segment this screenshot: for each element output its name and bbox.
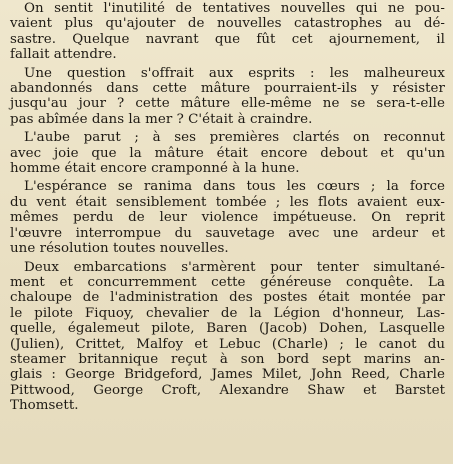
text-line: quelle, égalemeut pilote, Baren (Jacob) Dohen, Lasquelle xyxy=(10,321,445,337)
text-line: fallait attendre. xyxy=(10,47,117,63)
paragraph-2 xyxy=(10,66,445,128)
text-line: mêmes perdu de leur violence impétueuse. On reprit xyxy=(10,210,445,226)
text-line: On sentit l'inutilité de tentatives nouvelles qui ne pou- xyxy=(24,1,445,16)
text-line: du vent était sensiblement tombée ; les flots avaient eux- xyxy=(10,194,445,210)
text-line: L'espérance se ranima dans tous les cœurs ; la force xyxy=(24,179,445,195)
text-line: le pilote Fiquoy, chevalier de la Légion d'honneur, Las- xyxy=(10,305,445,321)
text-line: abandonnés dans cette mâture pourraient-ils y résister xyxy=(10,81,445,97)
text-line: Thomsett. xyxy=(10,398,79,414)
text-line: une résolution toutes nouvelles. xyxy=(10,241,229,257)
text-line: glais : George Bridgeford, James Milet, John Reed, Charle xyxy=(10,367,445,383)
text-line: chaloupe de l'administration des postes était montée par xyxy=(10,290,445,306)
text-line: ment et concurremment cette généreuse conquête. La xyxy=(10,274,445,290)
text-line: Deux embarcations s'armèrent pour tenter simultané- xyxy=(24,259,445,275)
text-line: sastre. Quelque navrant que fût cet ajournement, il xyxy=(10,31,445,47)
text-line: l'œuvre interrompue du sauvetage avec une ardeur et xyxy=(10,225,445,241)
text-line: Une question s'offrait aux esprits : les malheureux xyxy=(24,65,445,81)
paragraph-1 xyxy=(10,1,445,63)
text-line: jusqu'au jour ? cette mâture elle-même ne se sera-t-elle xyxy=(10,96,445,112)
paragraph-3 xyxy=(10,130,445,176)
text-line: pas abîmée dans la mer ? C'était à craindre. xyxy=(10,111,313,127)
text-line: avec joie que la mâture était encore debout et qu'un xyxy=(10,145,445,161)
text-line: steamer britannique reçut à son bord sept marins an- xyxy=(10,351,445,367)
text-line: vaient plus qu'ajouter de nouvelles catastrophes au dé- xyxy=(10,16,445,32)
text-line: (Julien), Crittet, Malfoy et Lebuc (Charle) ; le canot du xyxy=(10,336,445,352)
paragraph-4 xyxy=(10,179,445,256)
text-line: Pittwood, George Croft, Alexandre Shaw et Barstet xyxy=(10,382,445,398)
text-line: homme était encore cramponné à la hune. xyxy=(10,161,300,177)
text-line: L'aube parut ; à ses premières clartés on reconnut xyxy=(24,130,445,146)
paragraph-5 xyxy=(10,260,445,414)
